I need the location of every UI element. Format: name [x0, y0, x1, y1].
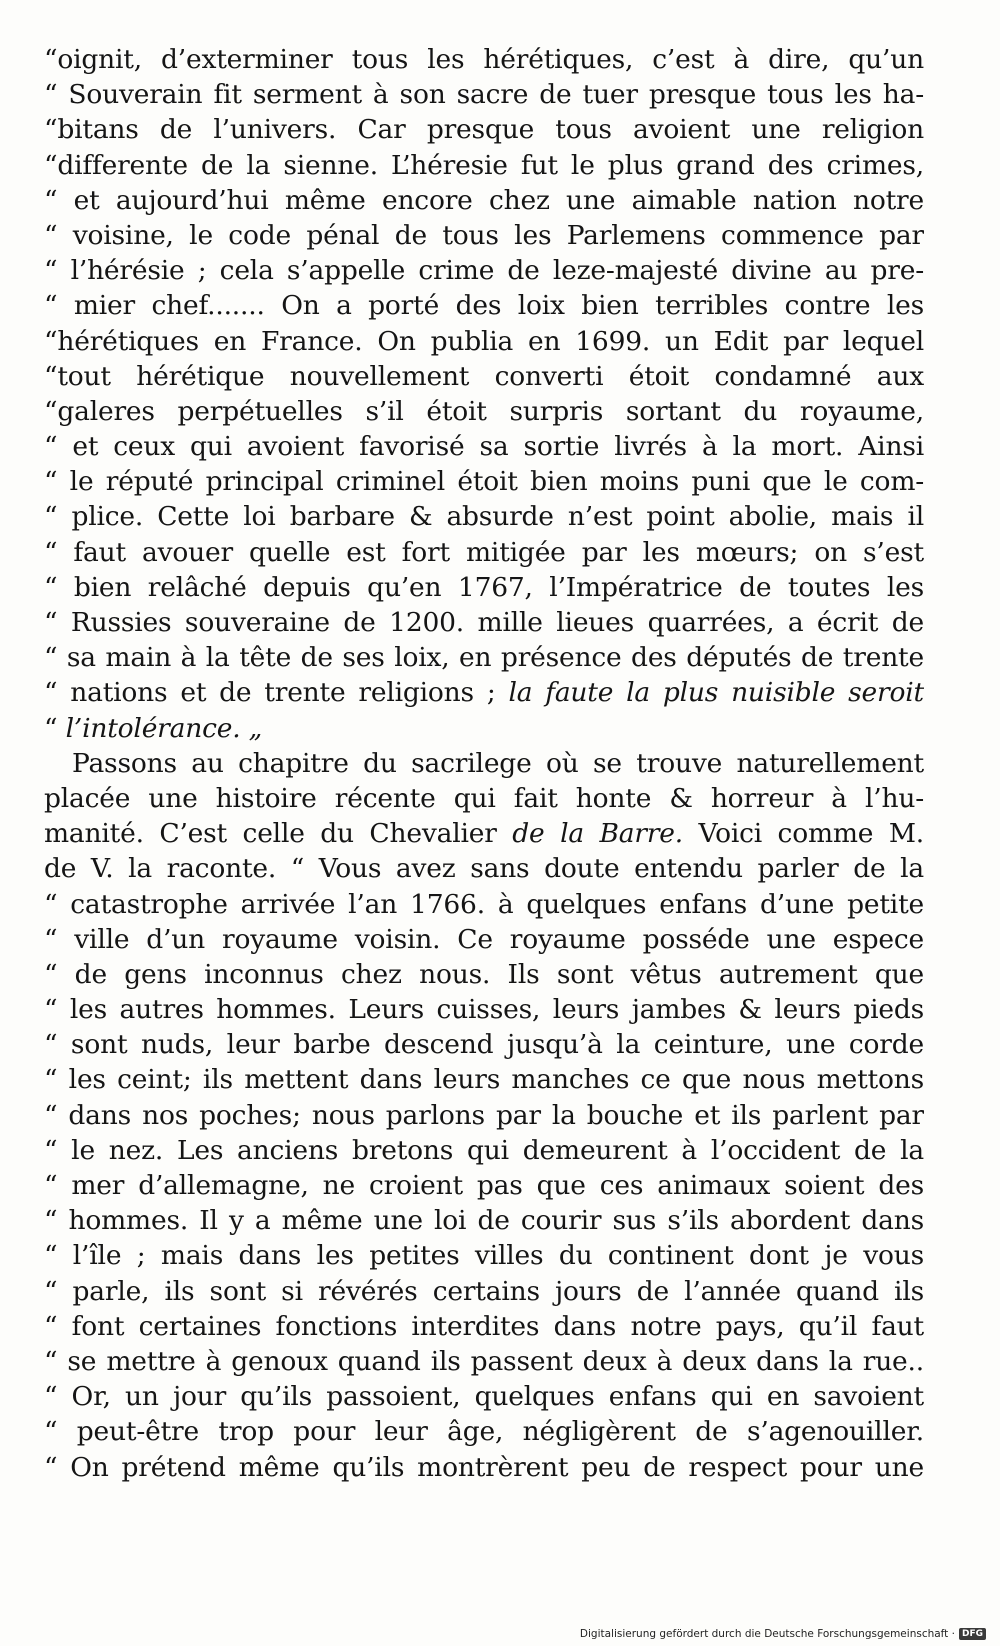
text-segment: manité. C’est celle du Chevalier	[44, 818, 497, 850]
text-line: “ de gens inconnus chez nous. Ils sont vêtus autrement que	[44, 958, 924, 990]
text-line: “ sont nuds, leur barbe descend jusqu’à la ceinture, une corde	[44, 1029, 924, 1061]
text-segment: “	[44, 712, 66, 744]
text-line: Passons au chapitre du sacrilege où se trouve naturellement	[72, 747, 924, 779]
text-line: “ l’hérésie ; cela s’appelle crime de leze-majesté divine au pre-	[44, 255, 924, 287]
italic-quote: la faute la plus nuisible seroit	[508, 677, 924, 709]
text-line: “ Souverain fit serment à son sacre de tuer presque tous les ha-	[44, 79, 924, 111]
text-line: “ voisine, le code pénal de tous les Parlemens commence par	[44, 219, 924, 251]
text-line: “ hommes. Il y a même une loi de courir sus s’ils abordent dans	[44, 1205, 924, 1237]
text-line: “ et ceux qui avoient favorisé sa sortie livrés à la mort. Ainsi	[44, 431, 924, 463]
dfg-logo: DFG	[959, 1628, 986, 1640]
text-line: “ Russies souveraine de 1200. mille lieues quarrées, a écrit de	[44, 607, 924, 638]
text-line	[44, 816, 924, 851]
digitization-credit	[580, 1628, 986, 1640]
text-line: “ peut-être trop pour leur âge, négligèrent de s’agenouiller.	[44, 1416, 924, 1448]
credit-text: Digitalisierung gefördert durch die Deutsche Forschungsgemeinschaft ·	[579, 1628, 955, 1640]
text-line: “ mier chef....... On a porté des loix bien terribles contre les	[44, 290, 924, 322]
body-text	[44, 42, 924, 1485]
text-line: “ les autres hommes. Leurs cuisses, leurs jambes & leurs pieds	[44, 994, 924, 1026]
text-line: “ font certaines fonctions interdites dans notre pays, qu’il faut	[44, 1310, 924, 1342]
text-line: “ Or, un jour qu’ils passoient, quelques enfans qui en savoient	[44, 1381, 924, 1413]
text-line: “ plice. Cette loi barbare & absurde n’est point abolie, mais il	[44, 501, 924, 533]
text-line	[44, 711, 924, 746]
text-line: “ catastrophe arrivée l’an 1766. à quelques enfans d’une petite	[44, 888, 924, 920]
text-line: “ le réputé principal criminel étoit bien moins puni que le com-	[44, 466, 924, 498]
text-line: “ dans nos poches; nous parlons par la bouche et ils parlent par	[44, 1099, 924, 1131]
text-segment: “ nations et de trente religions ;	[44, 677, 496, 709]
text-line: “ le nez. Les anciens bretons qui demeurent à l’occident de la	[44, 1134, 924, 1166]
text-line: “oignit, d’exterminer tous les hérétiques, c’est à dire, qu’un	[44, 44, 924, 75]
text-line: “hérétiques en France. On publia en 1699. un Edit par lequel	[44, 325, 924, 357]
text-line: “ et aujourd’hui même encore chez une aimable nation notre	[44, 184, 924, 216]
text-line	[44, 675, 924, 710]
text-line: “ mer d’allemagne, ne croient pas que ces animaux soient des	[44, 1170, 924, 1201]
text-line: “ se mettre à genoux quand ils passent deux à deux dans la rue..	[44, 1345, 924, 1377]
text-segment: Voici comme M.	[683, 818, 924, 850]
text-line: “ sa main à la tête de ses loix, en présence des députés de trente	[44, 642, 924, 674]
text-line: “ parle, ils sont si révérés certains jours de l’année quand ils	[44, 1275, 924, 1307]
text-line: “ ville d’un royaume voisin. Ce royaume posséde une espece	[44, 923, 924, 955]
text-line: placée une histoire récente qui fait honte & horreur à l’hu-	[44, 782, 924, 814]
text-line: “tout hérétique nouvellement converti étoit condamné aux	[44, 360, 924, 392]
text-line: “ les ceint; ils mettent dans leurs manches ce que nous mettons	[44, 1064, 924, 1096]
name-chevalier: de la Barre.	[512, 818, 684, 850]
text-line: “differente de la sienne. L’héresie fut le plus grand des crimes,	[44, 149, 924, 181]
italic-quote: l’intolérance. „	[65, 712, 263, 744]
text-line: “ On prétend même qu’ils montrèrent peu de respect pour une	[44, 1451, 924, 1483]
text-line: “ bien relâché depuis qu’en 1767, l’Impératrice de toutes les	[44, 571, 924, 603]
text-line: “ faut avouer quelle est fort mitigée par les mœurs; on s’est	[44, 536, 924, 568]
text-line: “bitans de l’univers. Car presque tous avoient une religion	[44, 114, 924, 146]
text-line: “ l’île ; mais dans les petites villes du continent dont je vous	[44, 1240, 924, 1272]
text-line: de V. la raconte. “ Vous avez sans doute entendu parler de la	[44, 853, 924, 885]
text-line: “galeres perpétuelles s’il étoit surpris sortant du royaume,	[44, 395, 924, 427]
